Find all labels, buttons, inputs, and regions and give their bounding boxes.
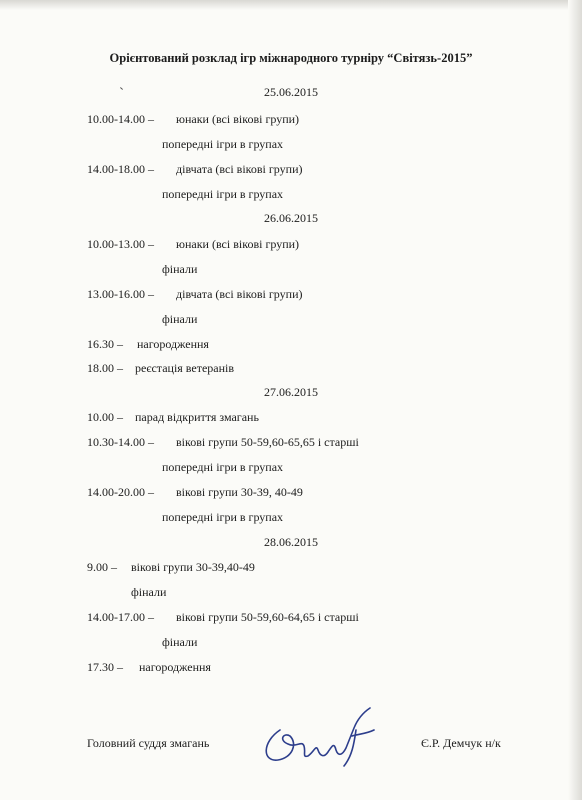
entry-text: попередні ігри в групах (162, 137, 284, 151)
entry-time: 9.00 – (87, 560, 117, 574)
entry-text: нагородження (137, 337, 209, 351)
entry-text: юнаки (всі вікові групи) (176, 237, 300, 251)
entry-time: 18.00 – (87, 361, 123, 375)
entry-text: фінали (131, 585, 167, 599)
entry-time: 16.30 – (87, 337, 123, 351)
entry-time: 14.00-18.00 – (87, 162, 154, 176)
entry-time: 13.00-16.00 – (87, 287, 154, 301)
entry-time: 17.30 – (87, 660, 123, 674)
signature-label: Головний суддя змагань (87, 736, 210, 750)
schedule-date: 25.06.2015 (264, 85, 318, 99)
entry-text: реєстація ветеранів (135, 361, 235, 375)
entry-time: 10.00-13.00 – (87, 237, 154, 251)
entry-text: вікові групи 30-39,40-49 (131, 560, 255, 574)
entry-text: фінали (162, 262, 198, 276)
entry-text: парад відкриття змагань (135, 410, 259, 424)
entry-text: попередні ігри в групах (162, 510, 284, 524)
entry-text: дівчата (всі вікові групи) (176, 287, 303, 301)
document-title: Орієнтований розклад ігр міжнародного турніру “Світязь-2015” (109, 51, 473, 65)
entry-text: попередні ігри в групах (162, 460, 284, 474)
scan-edge-right (568, 0, 582, 800)
entry-text: дівчата (всі вікові групи) (176, 162, 303, 176)
entry-text: вікові групи 50-59,60-65,65 і старші (176, 435, 359, 449)
entry-time: 10.00 – (87, 410, 123, 424)
entry-text: вікові групи 30-39, 40-49 (176, 485, 303, 499)
entry-text: нагородження (139, 660, 211, 674)
entry-time: 14.00-17.00 – (87, 610, 154, 624)
entry-text: фінали (162, 312, 198, 326)
entry-text: фінали (162, 635, 198, 649)
schedule-date: 28.06.2015 (264, 535, 318, 549)
schedule-date: 27.06.2015 (264, 385, 318, 399)
entry-text: юнаки (всі вікові групи) (176, 112, 300, 126)
entry-text: попередні ігри в групах (162, 187, 284, 201)
signatory-name: Є.Р. Демчук н/к (421, 736, 501, 750)
entry-time: 10.30-14.00 – (87, 435, 154, 449)
entry-time: 10.00-14.00 – (87, 112, 154, 126)
entry-time: 14.00-20.00 – (87, 485, 154, 499)
scan-edge-top (0, 0, 582, 10)
schedule-date: 26.06.2015 (264, 211, 318, 225)
entry-text: вікові групи 50-59,60-64,65 і старші (176, 610, 359, 624)
handwritten-signature (258, 700, 388, 772)
